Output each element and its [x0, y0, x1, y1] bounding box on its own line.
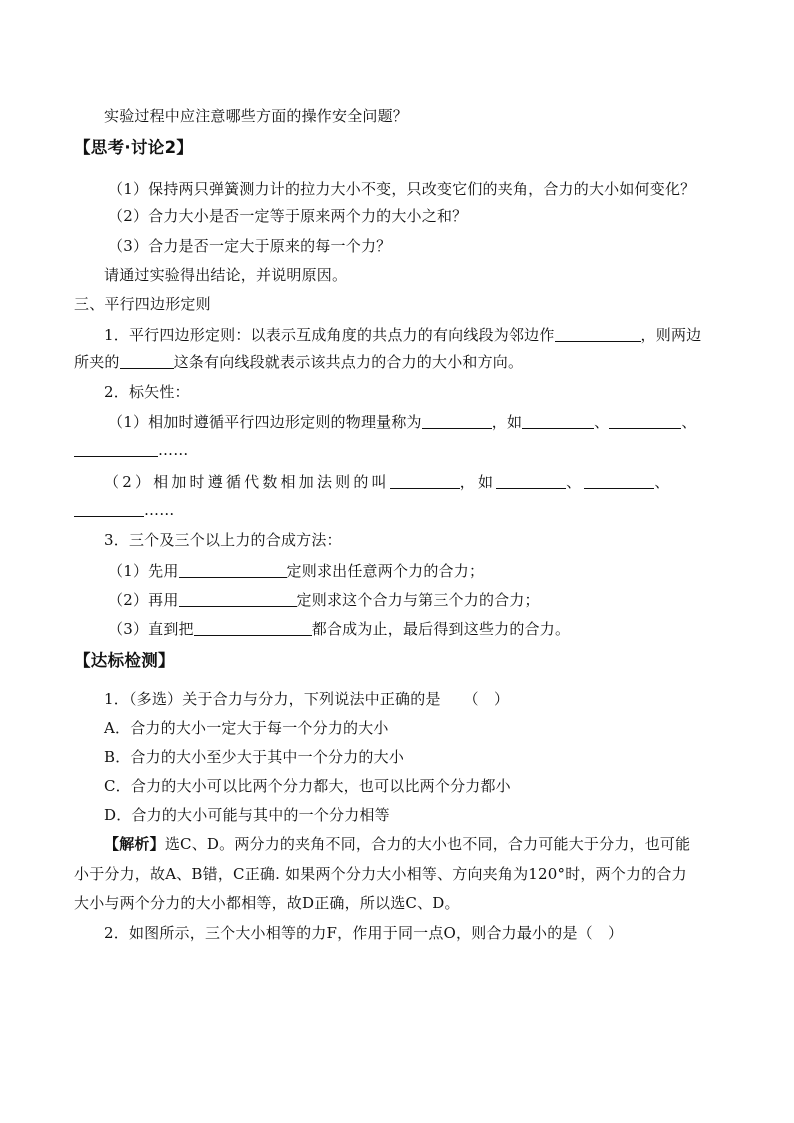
vector-line-2-cont: [74, 500, 174, 520]
method-3-text-b: 都合成为止，最后得到这些力的合力。: [311, 620, 571, 638]
vector-1-text-b: ，如: [491, 413, 523, 431]
blank-rule-1[interactable]: [555, 326, 641, 342]
blank-scalar-example-3[interactable]: [74, 501, 144, 517]
vector-line-1-cont: [74, 440, 188, 460]
analysis-line-2: 小于分力，故A、B错，C正确. 如果两个分力大小相等、方向夹角为120°时，两个力的合力: [74, 865, 687, 883]
method-1-text-a: （1）先用: [108, 562, 179, 580]
question-2-stem: 2．如图所示，三个大小相等的力F，作用于同一点O，则合力最小的是（ ）: [104, 924, 624, 942]
separator: 、: [566, 473, 585, 491]
section-3-title: 三、平行四边形定则: [74, 295, 211, 313]
method-2-text-b: 定则求这个合力与第三个力的合力；: [296, 591, 540, 609]
rule-text-d: 这条有向线段就表示该共点力的合力的大小和方向。: [173, 353, 524, 371]
vector-2-text-b: ，如: [459, 473, 497, 491]
method-title: 3．三个及三个以上力的合成方法：: [104, 531, 342, 549]
rule-line-1: [104, 325, 701, 345]
blank-method-1[interactable]: [179, 562, 287, 578]
think-discuss-heading: 【思考·讨论2】: [74, 138, 194, 157]
method-2-text-a: （2）再用: [108, 591, 179, 609]
blank-method-3[interactable]: [194, 620, 312, 636]
vector-2-text-a: （2）相加时遵循代数相加法则的叫: [104, 473, 390, 491]
option-a: A．合力的大小一定大于每一个分力的大小: [104, 719, 389, 737]
think-question-1: （1）保持两只弹簧测力计的拉力大小不变，只改变它们的夹角，合力的大小如何变化？: [108, 180, 696, 198]
blank-vector-1[interactable]: [422, 413, 492, 429]
rule-line-2: [74, 352, 523, 372]
separator: 、: [681, 413, 697, 431]
vector-line-1: [108, 412, 697, 432]
option-b: B．合力的大小至少大于其中一个分力的大小: [104, 748, 405, 766]
separator: 、: [594, 413, 610, 431]
think-question-2: （2）合力大小是否一定等于原来两个力的大小之和？: [108, 207, 468, 225]
blank-vector-example-1[interactable]: [522, 413, 594, 429]
think-question-3: （3）合力是否一定大于原来的每一个力？: [108, 237, 392, 255]
blank-scalar-example-2[interactable]: [584, 473, 654, 489]
vector-line-2: [104, 472, 673, 492]
intro-question: 实验过程中应注意哪些方面的操作安全问题？: [104, 107, 409, 125]
method-1-text-b: 定则求出任意两个力的合力；: [286, 562, 485, 580]
analysis-text-1: 选C、D。两分力的夹角不同，合力的大小也不同，合力可能大于分力，也可能: [164, 835, 691, 853]
think-prompt: 请通过实验得出结论，并说明原因。: [104, 266, 348, 284]
analysis-line-3: 大小与两个分力的大小都相等，故D正确，所以选C、D。: [74, 894, 460, 912]
blank-rule-2[interactable]: [120, 353, 174, 369]
option-c: C．合力的大小可以比两个分力都大，也可以比两个分力都小: [104, 777, 511, 795]
rule-text-c: 所夹的: [74, 353, 120, 371]
method-3-text-a: （3）直到把: [108, 620, 194, 638]
option-d: D．合力的大小可能与其中的一个分力相等: [104, 806, 390, 824]
method-line-2: [108, 590, 540, 610]
blank-vector-example-3[interactable]: [74, 441, 158, 457]
question-1-stem: 1．（多选）关于合力与分力，下列说法中正确的是 （ ）: [104, 690, 510, 708]
rule-text-a: 1．平行四边形定则：以表示互成角度的共点力的有向线段为邻边作: [104, 326, 555, 344]
analysis-line-1: [104, 834, 690, 854]
check-heading: 【达标检测】: [74, 651, 175, 670]
vector-title: 2．标矢性：: [104, 383, 190, 401]
blank-method-2[interactable]: [179, 591, 297, 607]
blank-vector-example-2[interactable]: [609, 413, 681, 429]
ellipsis: ……: [144, 501, 175, 519]
blank-scalar-example-1[interactable]: [496, 473, 566, 489]
analysis-tag: 【解析】: [104, 835, 165, 853]
blank-scalar-1[interactable]: [390, 473, 460, 489]
method-line-3: [108, 619, 570, 639]
separator: 、: [654, 473, 673, 491]
rule-text-b: ，则两边: [640, 326, 702, 344]
ellipsis: ……: [158, 441, 189, 459]
vector-1-text-a: （1）相加时遵循平行四边形定则的物理量称为: [108, 413, 422, 431]
method-line-1: [108, 561, 484, 581]
